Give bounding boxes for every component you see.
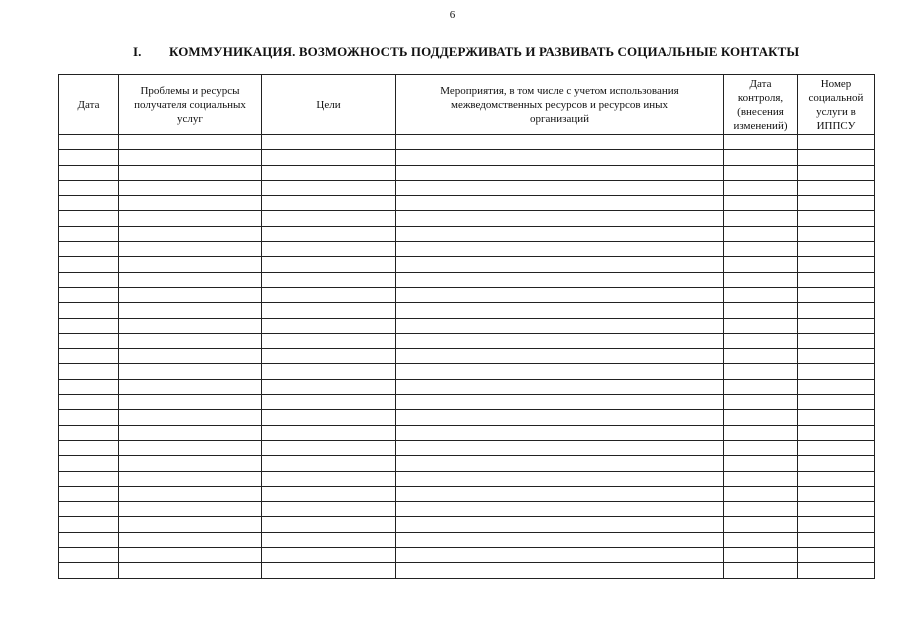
table-cell[interactable] <box>59 257 119 272</box>
table-cell[interactable] <box>724 196 798 211</box>
table-cell[interactable] <box>119 379 262 394</box>
table-cell[interactable] <box>396 196 724 211</box>
table-cell[interactable] <box>262 532 396 547</box>
table-cell[interactable] <box>396 333 724 348</box>
table-row <box>59 287 875 302</box>
table-row <box>59 410 875 425</box>
table-cell[interactable] <box>724 318 798 333</box>
table-cell[interactable] <box>119 517 262 532</box>
table-cell[interactable] <box>119 196 262 211</box>
table-cell[interactable] <box>396 150 724 165</box>
table-row <box>59 211 875 226</box>
table-cell[interactable] <box>119 211 262 226</box>
table-cell[interactable] <box>798 456 875 471</box>
table-cell[interactable] <box>396 440 724 455</box>
table-cell[interactable] <box>798 303 875 318</box>
table-row <box>59 364 875 379</box>
header-activities: Мероприятия, в том числе с учетом использования межведомственных ресурсов и ресурсов иных организаций <box>396 75 724 135</box>
table-cell[interactable] <box>396 471 724 486</box>
section-heading <box>133 44 799 60</box>
table-cell[interactable] <box>262 517 396 532</box>
table-cell[interactable] <box>798 379 875 394</box>
table-header-row <box>59 75 875 135</box>
table-cell[interactable] <box>798 471 875 486</box>
table-cell[interactable] <box>724 502 798 517</box>
table-cell[interactable] <box>396 318 724 333</box>
table-row <box>59 548 875 563</box>
table-cell[interactable] <box>119 425 262 440</box>
table-cell[interactable] <box>59 486 119 501</box>
table-row <box>59 150 875 165</box>
table-cell[interactable] <box>724 395 798 410</box>
table-cell[interactable] <box>59 303 119 318</box>
table-cell[interactable] <box>724 333 798 348</box>
table-cell[interactable] <box>798 364 875 379</box>
table-row <box>59 272 875 287</box>
table-cell[interactable] <box>59 272 119 287</box>
table-cell[interactable] <box>262 456 396 471</box>
table-cell[interactable] <box>798 196 875 211</box>
table-cell[interactable] <box>59 349 119 364</box>
table-cell[interactable] <box>798 349 875 364</box>
table-cell[interactable] <box>798 548 875 563</box>
table-cell[interactable] <box>396 226 724 241</box>
table-cell[interactable] <box>262 333 396 348</box>
table-row <box>59 563 875 578</box>
table-cell[interactable] <box>59 135 119 150</box>
table-cell[interactable] <box>262 563 396 578</box>
table-cell[interactable] <box>119 180 262 195</box>
table-cell[interactable] <box>119 456 262 471</box>
table-cell[interactable] <box>59 287 119 302</box>
table-row <box>59 486 875 501</box>
table-cell[interactable] <box>798 395 875 410</box>
table-cell[interactable] <box>396 272 724 287</box>
table-cell[interactable] <box>798 333 875 348</box>
table-row <box>59 532 875 547</box>
table-row <box>59 517 875 532</box>
table-cell[interactable] <box>396 165 724 180</box>
table-cell[interactable] <box>396 364 724 379</box>
table-row <box>59 502 875 517</box>
table-cell[interactable] <box>798 425 875 440</box>
table-cell[interactable] <box>724 150 798 165</box>
table-cell[interactable] <box>798 165 875 180</box>
table-row <box>59 180 875 195</box>
table-cell[interactable] <box>396 135 724 150</box>
table-row <box>59 257 875 272</box>
table-cell[interactable] <box>396 456 724 471</box>
header-control-date: Дата контроля, (внесения изменений) <box>724 75 798 135</box>
table-cell[interactable] <box>262 303 396 318</box>
table-cell[interactable] <box>724 563 798 578</box>
table-cell[interactable] <box>59 242 119 257</box>
table-cell[interactable] <box>59 425 119 440</box>
table-cell[interactable] <box>262 242 396 257</box>
page-number: 6 <box>449 9 456 21</box>
table-row <box>59 440 875 455</box>
table-cell[interactable] <box>724 410 798 425</box>
table-cell[interactable] <box>119 395 262 410</box>
table-cell[interactable] <box>798 517 875 532</box>
table-cell[interactable] <box>59 517 119 532</box>
table-cell[interactable] <box>262 425 396 440</box>
table-cell[interactable] <box>396 548 724 563</box>
table-cell[interactable] <box>396 410 724 425</box>
table-cell[interactable] <box>59 379 119 394</box>
table-cell[interactable] <box>119 226 262 241</box>
table-row <box>59 135 875 150</box>
table-cell[interactable] <box>798 150 875 165</box>
table-cell[interactable] <box>119 318 262 333</box>
table-cell[interactable] <box>119 287 262 302</box>
table-cell[interactable] <box>724 425 798 440</box>
table-cell[interactable] <box>119 440 262 455</box>
table-cell[interactable] <box>396 532 724 547</box>
table-cell[interactable] <box>262 165 396 180</box>
table-cell[interactable] <box>724 440 798 455</box>
table-cell[interactable] <box>59 548 119 563</box>
table-cell[interactable] <box>724 486 798 501</box>
table-cell[interactable] <box>119 548 262 563</box>
section-numeral: I. <box>133 44 142 59</box>
table-row <box>59 196 875 211</box>
table-cell[interactable] <box>798 440 875 455</box>
header-service-number: Номер социальной услуги в ИППСУ <box>798 75 875 135</box>
table-row <box>59 226 875 241</box>
header-problems-resources: Проблемы и ресурсы получателя социальных услуг <box>119 75 262 135</box>
table-cell[interactable] <box>396 242 724 257</box>
table-cell[interactable] <box>262 364 396 379</box>
table-cell[interactable] <box>798 135 875 150</box>
table-cell[interactable] <box>59 471 119 486</box>
table-cell[interactable] <box>262 486 396 501</box>
table-cell[interactable] <box>119 242 262 257</box>
table-cell[interactable] <box>798 532 875 547</box>
table-cell[interactable] <box>798 563 875 578</box>
table-cell[interactable] <box>262 395 396 410</box>
table-cell[interactable] <box>798 242 875 257</box>
table-cell[interactable] <box>724 211 798 226</box>
table-cell[interactable] <box>119 333 262 348</box>
table-cell[interactable] <box>396 211 724 226</box>
table-cell[interactable] <box>262 379 396 394</box>
table-cell[interactable] <box>262 471 396 486</box>
table-cell[interactable] <box>396 180 724 195</box>
table-cell[interactable] <box>798 272 875 287</box>
table-row <box>59 318 875 333</box>
table-cell[interactable] <box>59 456 119 471</box>
table-cell[interactable] <box>724 364 798 379</box>
table-cell[interactable] <box>119 563 262 578</box>
table-cell[interactable] <box>262 349 396 364</box>
table-cell[interactable] <box>396 563 724 578</box>
table-cell[interactable] <box>59 410 119 425</box>
table-cell[interactable] <box>396 517 724 532</box>
table-cell[interactable] <box>396 303 724 318</box>
table-cell[interactable] <box>724 517 798 532</box>
table-cell[interactable] <box>396 257 724 272</box>
table-cell[interactable] <box>396 287 724 302</box>
table-cell[interactable] <box>396 395 724 410</box>
table-cell[interactable] <box>262 548 396 563</box>
table-cell[interactable] <box>119 410 262 425</box>
table-cell[interactable] <box>119 150 262 165</box>
table-cell[interactable] <box>59 226 119 241</box>
table-cell[interactable] <box>59 364 119 379</box>
table-cell[interactable] <box>724 180 798 195</box>
table-cell[interactable] <box>59 150 119 165</box>
table-cell[interactable] <box>798 226 875 241</box>
table-cell[interactable] <box>724 303 798 318</box>
table-cell[interactable] <box>59 196 119 211</box>
plan-table <box>58 74 875 579</box>
table-cell[interactable] <box>262 135 396 150</box>
table-cell[interactable] <box>262 318 396 333</box>
table-cell[interactable] <box>119 471 262 486</box>
table-cell[interactable] <box>262 410 396 425</box>
table-cell[interactable] <box>724 165 798 180</box>
table-cell[interactable] <box>119 364 262 379</box>
table-cell[interactable] <box>119 135 262 150</box>
table-cell[interactable] <box>798 502 875 517</box>
table-cell[interactable] <box>119 532 262 547</box>
table-cell[interactable] <box>724 272 798 287</box>
table-cell[interactable] <box>59 395 119 410</box>
table-cell[interactable] <box>724 242 798 257</box>
table-row <box>59 303 875 318</box>
table-cell[interactable] <box>798 410 875 425</box>
table-cell[interactable] <box>724 456 798 471</box>
table-row <box>59 425 875 440</box>
table-row <box>59 379 875 394</box>
table-cell[interactable] <box>262 502 396 517</box>
table-cell[interactable] <box>724 379 798 394</box>
table-cell[interactable] <box>262 196 396 211</box>
table-row <box>59 471 875 486</box>
table-cell[interactable] <box>262 272 396 287</box>
table-cell[interactable] <box>798 486 875 501</box>
table-cell[interactable] <box>724 287 798 302</box>
header-date: Дата <box>59 75 119 135</box>
table-cell[interactable] <box>798 318 875 333</box>
table-cell[interactable] <box>396 379 724 394</box>
table-cell[interactable] <box>396 486 724 501</box>
table-cell[interactable] <box>59 502 119 517</box>
table-cell[interactable] <box>119 502 262 517</box>
table-cell[interactable] <box>724 532 798 547</box>
table-cell[interactable] <box>798 211 875 226</box>
table-cell[interactable] <box>59 165 119 180</box>
table-cell[interactable] <box>262 226 396 241</box>
table-cell[interactable] <box>724 257 798 272</box>
table-cell[interactable] <box>724 349 798 364</box>
table-cell[interactable] <box>119 303 262 318</box>
table-cell[interactable] <box>119 349 262 364</box>
table-cell[interactable] <box>396 502 724 517</box>
table-cell[interactable] <box>59 563 119 578</box>
table-cell[interactable] <box>59 532 119 547</box>
table-cell[interactable] <box>59 180 119 195</box>
table-cell[interactable] <box>798 287 875 302</box>
table-row <box>59 349 875 364</box>
table-row <box>59 456 875 471</box>
table-cell[interactable] <box>396 349 724 364</box>
table-cell[interactable] <box>724 471 798 486</box>
table-cell[interactable] <box>262 257 396 272</box>
table-cell[interactable] <box>119 165 262 180</box>
table-cell[interactable] <box>119 257 262 272</box>
table-cell[interactable] <box>262 211 396 226</box>
table-cell[interactable] <box>724 135 798 150</box>
table-cell[interactable] <box>724 548 798 563</box>
table-cell[interactable] <box>59 440 119 455</box>
table-row <box>59 242 875 257</box>
table-cell[interactable] <box>262 287 396 302</box>
table-cell[interactable] <box>262 180 396 195</box>
table-cell[interactable] <box>119 486 262 501</box>
table-cell[interactable] <box>59 318 119 333</box>
table-cell[interactable] <box>396 425 724 440</box>
section-title: КОММУНИКАЦИЯ. ВОЗМОЖНОСТЬ ПОДДЕРЖИВАТЬ И РАЗВИВАТЬ СОЦИАЛЬНЫЕ КОНТАКТЫ <box>169 44 800 59</box>
table-cell[interactable] <box>798 180 875 195</box>
table-cell[interactable] <box>119 272 262 287</box>
table-cell[interactable] <box>59 333 119 348</box>
table-row <box>59 165 875 180</box>
table-cell[interactable] <box>59 211 119 226</box>
header-goals: Цели <box>262 75 396 135</box>
table-row <box>59 333 875 348</box>
table-row <box>59 395 875 410</box>
table-cell[interactable] <box>262 440 396 455</box>
table-cell[interactable] <box>798 257 875 272</box>
table-cell[interactable] <box>262 150 396 165</box>
table-cell[interactable] <box>724 226 798 241</box>
